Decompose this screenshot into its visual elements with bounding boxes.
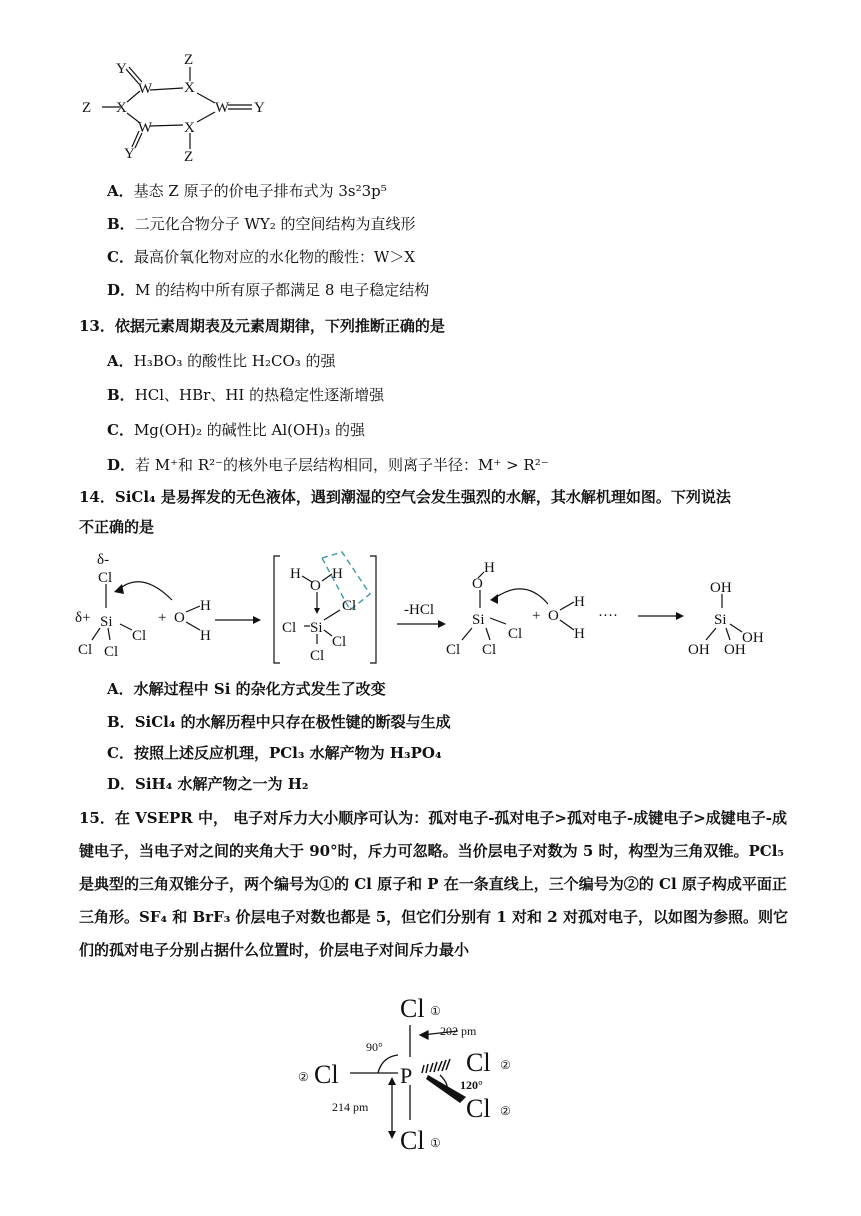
q13-option-c: C．Mg(OH)₂ 的碱性比 Al(OH)₃ 的强 — [107, 421, 366, 439]
q13-option-b: B．HCl、HBr、HI 的热稳定性逐渐增强 — [107, 386, 385, 404]
plus-sign: + — [532, 608, 541, 624]
cl-label: Cl — [132, 628, 147, 644]
pcl5-label: ② — [500, 1104, 511, 1118]
q13-stem: 13．依据元素周期表及元素周期律，下列推断正确的是 — [79, 317, 445, 335]
q14-option-b: B．SiCl₄ 的水解历程中只存在极性键的断裂与生成 — [107, 713, 451, 731]
q14-option-a: A．水解过程中 Si 的杂化方式发生了改变 — [107, 680, 386, 698]
q15-stem: 15．在 VSEPR 中， 电子对斥力大小顺序可认为：孤对电子-孤对电子>孤对电子-成键电子>成键电子-成键电子，当电子对之间的夹角大于 90°时，斥力可忽略。当价层电子对数为 5 时，构型为三角双锥。PCl₅ 是典型的三角双锥分子，两个编号为①的 Cl 原子和 P 在一条直线上，三个编号为②的 Cl 原子构成平面正三角形。SF₄ 和 BrF₃ 价层电子对数也都是 5，但它们分别有 1 对和 2 对孤对电子，以如图为参照。则它们的孤对电子分别占据什么位置时，价层电子对间斥力最小 — [79, 809, 788, 959]
ring-atom: Y — [254, 100, 265, 116]
q12-option-a: A．基态 Z 原子的价电子排布式为 3s²3p⁵ — [107, 182, 387, 200]
ring-atom: Z — [82, 100, 92, 116]
cl-label: Cl — [482, 642, 497, 658]
pcl5-label: 90° — [366, 1040, 383, 1054]
delta-plus-label: δ+ — [75, 610, 91, 626]
q12-option-b: B．二元化合物分子 WY₂ 的空间结构为直线形 — [107, 215, 416, 233]
ring-atom: W — [215, 100, 230, 116]
pcl5-atom: Cl — [400, 1126, 425, 1155]
cl-label: Cl — [282, 620, 297, 636]
pcl5-label: ② — [298, 1070, 309, 1084]
cl-label: Cl — [332, 634, 347, 650]
ring-atom: W — [138, 81, 153, 97]
pcl5-label: ① — [430, 1136, 441, 1150]
q14-option-d: D．SiH₄ 水解产物之一为 H₂ — [107, 775, 309, 793]
q14-stem-line2: 不正确的是 — [79, 518, 155, 536]
q14-option-c: C．按照上述反应机理，PCl₃ 水解产物为 H₃PO₄ — [107, 744, 442, 762]
o-label: O — [472, 576, 483, 592]
plus-sign: + — [158, 610, 167, 626]
h-label: H — [574, 626, 585, 642]
pcl5-atom: Cl — [466, 1048, 491, 1077]
h-label: H — [200, 628, 211, 644]
si-label: Si — [310, 620, 323, 636]
h-label: H — [200, 598, 211, 614]
ring-atom: X — [184, 80, 195, 96]
q13-option-d: D．若 M⁺和 R²⁻的核外电子层结构相同，则离子半径：M⁺ > R²⁻ — [107, 456, 549, 474]
pcl5-label: ② — [500, 1058, 511, 1072]
ring-atom: X — [116, 100, 127, 116]
h-label: H — [290, 566, 301, 582]
minus-hcl-label: -HCl — [404, 602, 434, 618]
si-label: Si — [472, 612, 485, 628]
pcl5-atom: P — [400, 1063, 413, 1088]
si-label: Si — [100, 614, 113, 630]
cl-label: Cl — [78, 642, 93, 658]
pcl5-label: 120° — [460, 1078, 483, 1092]
ring-structure-figure — [70, 45, 280, 170]
ellipsis: ···· — [598, 608, 618, 624]
si-label: Si — [714, 612, 727, 628]
ring-atom: Z — [184, 52, 194, 68]
q14-stem-line1: 14．SiCl₄ 是易挥发的无色液体，遇到潮湿的空气会发生强烈的水解，其水解机理如图。下列说法 — [79, 488, 731, 506]
o-label: O — [548, 608, 559, 624]
hydrolysis-mechanism-figure — [70, 548, 790, 673]
h-label: H — [484, 560, 495, 576]
cl-label: Cl — [310, 648, 325, 664]
cl-label: Cl — [342, 598, 357, 614]
ring-atom: W — [138, 120, 153, 136]
cl-label: Cl — [104, 644, 119, 660]
cl-label: Cl — [508, 626, 523, 642]
ring-atom: Z — [184, 149, 194, 165]
h-label: H — [332, 566, 343, 582]
pcl5-atom: Cl — [466, 1094, 491, 1123]
oh-label: OH — [710, 580, 732, 596]
pcl5-label: 202 pm — [440, 1024, 477, 1038]
pcl5-atom: Cl — [400, 994, 425, 1023]
ring-atom: Y — [124, 146, 135, 162]
oh-label: OH — [742, 630, 764, 646]
si-label: Cl — [98, 570, 113, 586]
cl-label: Cl — [446, 642, 461, 658]
pcl5-label: ① — [430, 1004, 441, 1018]
o-label: O — [174, 610, 185, 626]
q12-option-c: C．最高价氧化物对应的水化物的酸性：W＞X — [107, 248, 416, 266]
pcl5-atom: Cl — [314, 1060, 339, 1089]
oh-label: OH — [688, 642, 710, 658]
ring-atom: Y — [116, 61, 127, 77]
delta-minus-label: δ- — [97, 552, 110, 568]
ring-atom: X — [184, 120, 195, 136]
o-label: O — [310, 578, 321, 594]
h-label: H — [574, 594, 585, 610]
pcl5-label: 214 pm — [332, 1100, 369, 1114]
q13-option-a: A．H₃BO₃ 的酸性比 H₂CO₃ 的强 — [107, 352, 336, 370]
oh-label: OH — [724, 642, 746, 658]
pcl5-structure-figure — [290, 985, 540, 1165]
q12-option-d: D．M 的结构中所有原子都满足 8 电子稳定结构 — [107, 281, 430, 299]
